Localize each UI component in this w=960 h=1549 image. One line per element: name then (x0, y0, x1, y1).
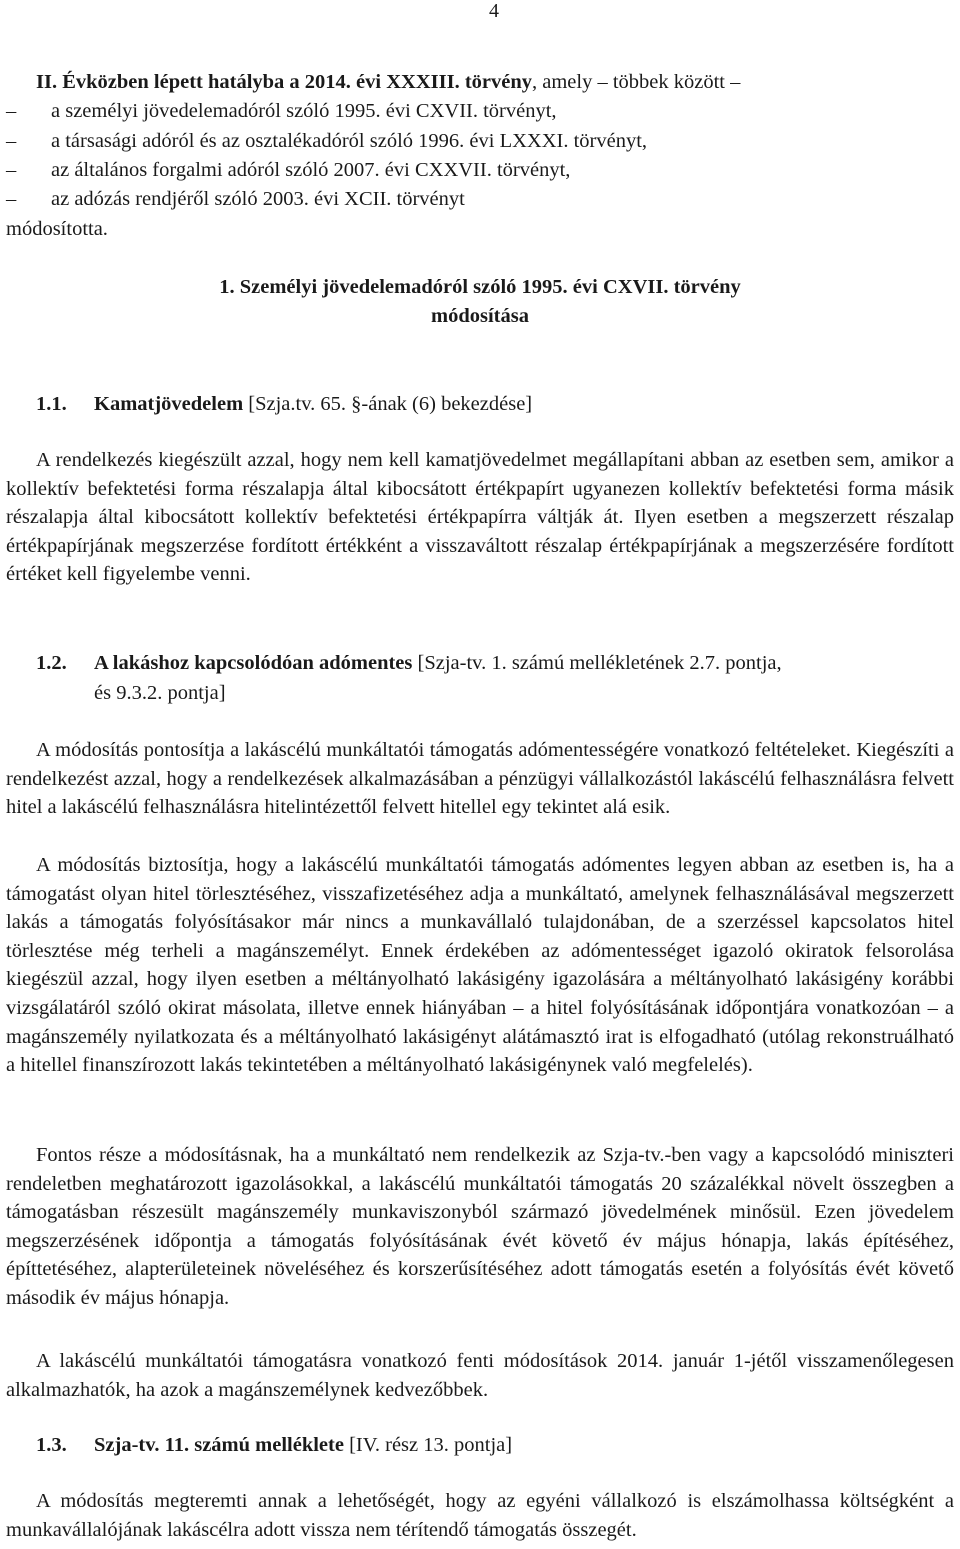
section-ii-closing: módosította. (6, 218, 108, 240)
page-number: 4 (489, 0, 499, 22)
subsection-1-2-paragraph-2: A módosítás biztosítja, hogy a lakáscélú munkáltatói támogatás adómentes legyen abban az esetben is, ha a támogatást olyan hitel törlesztéséhez, visszafizetéséhez adja a munkáltató, amelynek felhasználásával megszerzett lakás a támogatás folyósításakor már nincs a munkavállaló tulajdonában, de a szerzéssel kapcsolatos hitel törlesztése még terheli a magánszemélyt. Ennek érdekében az adómentességet igazoló okiratok felsorolása kiegészül azzal, hogy ilyen esetben a méltányolható lakásigény igazolására a méltányolható lakásigény korábbi vizsgálatáról szóló okirat másolata, illetve ennek hiányában – a hitel folyósításának időpontjára vonatkozóan – a magánszemély nyilatkozata és a méltányolható lakásigényt alátámasztó irat is elfogadható (utólag rekonstruálható a hitellel finanszírozott lakás tekintetében a méltányolható lakásigénynek való megfelelés). (6, 854, 954, 1077)
chapter-1-heading-cont: módosítása (431, 305, 529, 327)
law-list-item: – a társasági adóról és az osztalékadóról szóló 1996. évi LXXXI. törvényt, (6, 130, 648, 152)
subsection-1-2-heading-cont: és 9.3.2. pontja] (94, 682, 226, 704)
subsection-1-2-heading: 1.2. A lakáshoz kapcsolódóan adómentes [Szja-tv. 1. számú mellékletének 2.7. pontja, (36, 652, 782, 674)
chapter-1-heading: 1. Személyi jövedelemadóról szóló 1995. évi CXVII. törvény (219, 276, 741, 298)
law-list-item: – az adózás rendjéről szóló 2003. évi XCII. törvényt (6, 188, 465, 210)
subsection-1-1-paragraph: A rendelkezés kiegészült azzal, hogy nem kell kamatjövedelmet megállapítani abban az esetben sem, amikor a kollektív befektetési forma részalapja által kibocsátott értékpapírt ugyanezen kollektív befektetési forma másik részalapja által kibocsátott kollektív befektetési értékpapírra váltják át. Ilyen esetben a megszerzett részalap értékpapírjának megszerzése fordított értékként a visszaváltott részalap értékpapírjának a megszerzésére fordított értéket kell figyelembe venni. (6, 449, 954, 586)
law-list-item: – az általános forgalmi adóról szóló 2007. évi CXXVII. törvényt, (6, 159, 571, 181)
subsection-1-3-heading: 1.3. Szja-tv. 11. számú melléklete [IV. rész 13. pontja] (36, 1434, 513, 1456)
subsection-1-2-paragraph-1: A módosítás pontosítja a lakáscélú munkáltatói támogatás adómentességére vonatkozó feltételeket. Kiegészíti a rendelkezést azzal, hogy a rendelkezések alkalmazásában a pénzügyi vállalkozástól lakáscélú felhasználásra felvett hitel a lakáscélú felhasználásra hitelintézettől felvett hitellel egy tekintet alá esik. (6, 739, 954, 819)
section-ii-title: II. Évközben lépett hatályba a 2014. évi XXXIII. törvény, amely – többek között – (36, 71, 741, 93)
subsection-1-3-paragraph: A módosítás megteremti annak a lehetőségét, hogy az egyéni vállalkozó is elszámolhassa költségként a munkavállalójának lakáscélra adott vissza nem térítendő támogatás összegét. (6, 1490, 954, 1541)
subsection-1-1-heading: 1.1. Kamatjövedelem [Szja.tv. 65. §-ának (6) bekezdése] (36, 393, 533, 415)
subsection-1-2-paragraph-3: Fontos része a módosításnak, ha a munkáltató nem rendelkezik az Szja-tv.-ben vagy a kapcsolódó miniszteri rendeletben meghatározott igazolásokkal, a lakáscélú munkáltatói támogatás 20 százalékkal növelt összegben a támogatásban részesült magánszemély munkaviszonyból származó jövedelmének minősül. Ezen jövedelem megszerzésének időpontja a támogatás folyósításának évét követő év május hónapja, lakás építéséhez, építtetéséhez, alapterületeinek növeléséhez és korszerűsítéséhez adott támogatás esetén a folyósítás évét követő második év május hónapja. (6, 1144, 954, 1309)
subsection-1-2-paragraph-4: A lakáscélú munkáltatói támogatásra vonatkozó fenti módosítások 2014. január 1-jétől visszamenőlegesen alkalmazhatók, ha azok a magánszemélynek kedvezőbbek. (6, 1350, 954, 1401)
law-list-item: – a személyi jövedelemadóról szóló 1995. évi CXVII. törvényt, (6, 100, 557, 122)
